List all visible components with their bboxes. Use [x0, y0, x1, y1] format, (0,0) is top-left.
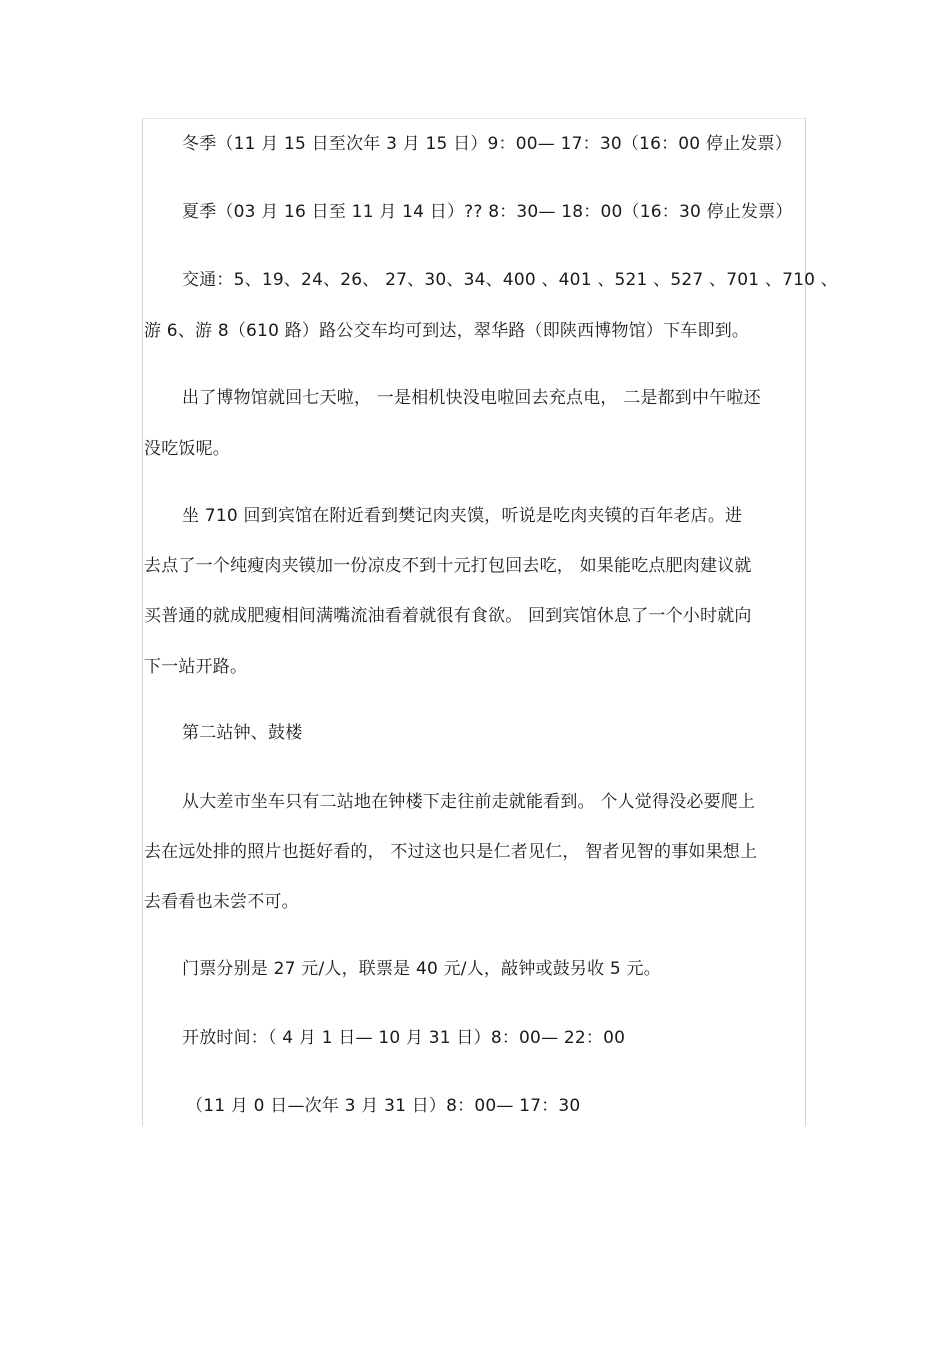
food-paragraph-line-3: 买普通的就成肥瘦相间满嘴流油看着就很有食欲。 回到宾馆休息了一个小时就向: [144, 606, 752, 626]
food-paragraph-line-1: 坐 710 回到宾馆在附近看到樊记肉夹馍，听说是吃肉夹镆的百年老店。进: [182, 506, 743, 526]
bell-tower-paragraph-line-1: 从大差市坐车只有二站地在钟楼下走往前走就能看到。 个人觉得没必要爬上: [182, 792, 756, 812]
food-paragraph-line-4: 下一站开路。: [144, 657, 248, 677]
food-paragraph-line-2: 去点了一个纯瘦肉夹镆加一份凉皮不到十元打包回去吃， 如果能吃点肥肉建议就: [144, 556, 752, 576]
after-museum-line-2: 没吃饭呢。: [144, 439, 230, 459]
bell-tower-paragraph-line-3: 去看看也未尝不可。: [144, 892, 299, 912]
transport-line-1: 交通：5、19、24、26、 27、30、34、400 、401 、521 、527 、701 、710 、: [182, 270, 838, 290]
transport-line-2: 游 6、游 8（610 路）路公交车均可到达，翠华路（即陕西博物馆）下车即到。: [144, 321, 750, 341]
opening-hours-line-1: 开放时间：（ 4 月 1 日— 10 月 31 日）8：00— 22：00: [182, 1028, 626, 1048]
opening-hours-line-2: （11 月 0 日—次年 3 月 31 日）8：00— 17：30: [186, 1096, 581, 1116]
after-museum-line-1: 出了博物馆就回七天啦， 一是相机快没电啦回去充点电， 二是都到中午啦还: [182, 388, 761, 408]
ticket-price-line: 门票分别是 27 元/人，联票是 40 元/人，敲钟或鼓另收 5 元。: [182, 959, 661, 979]
winter-hours-line: 冬季（11 月 15 日至次年 3 月 15 日）9：00— 17：30（16：00 停止发票）: [182, 134, 792, 154]
summer-hours-line: 夏季（03 月 16 日至 11 月 14 日）?? 8：30— 18：00（16：30 停止发票）: [182, 202, 793, 222]
bell-tower-paragraph-line-2: 去在远处排的照片也挺好看的， 不过这也只是仁者见仁， 智者见智的事如果想上: [144, 842, 758, 862]
section-heading: 第二站钟、鼓楼: [182, 723, 303, 743]
